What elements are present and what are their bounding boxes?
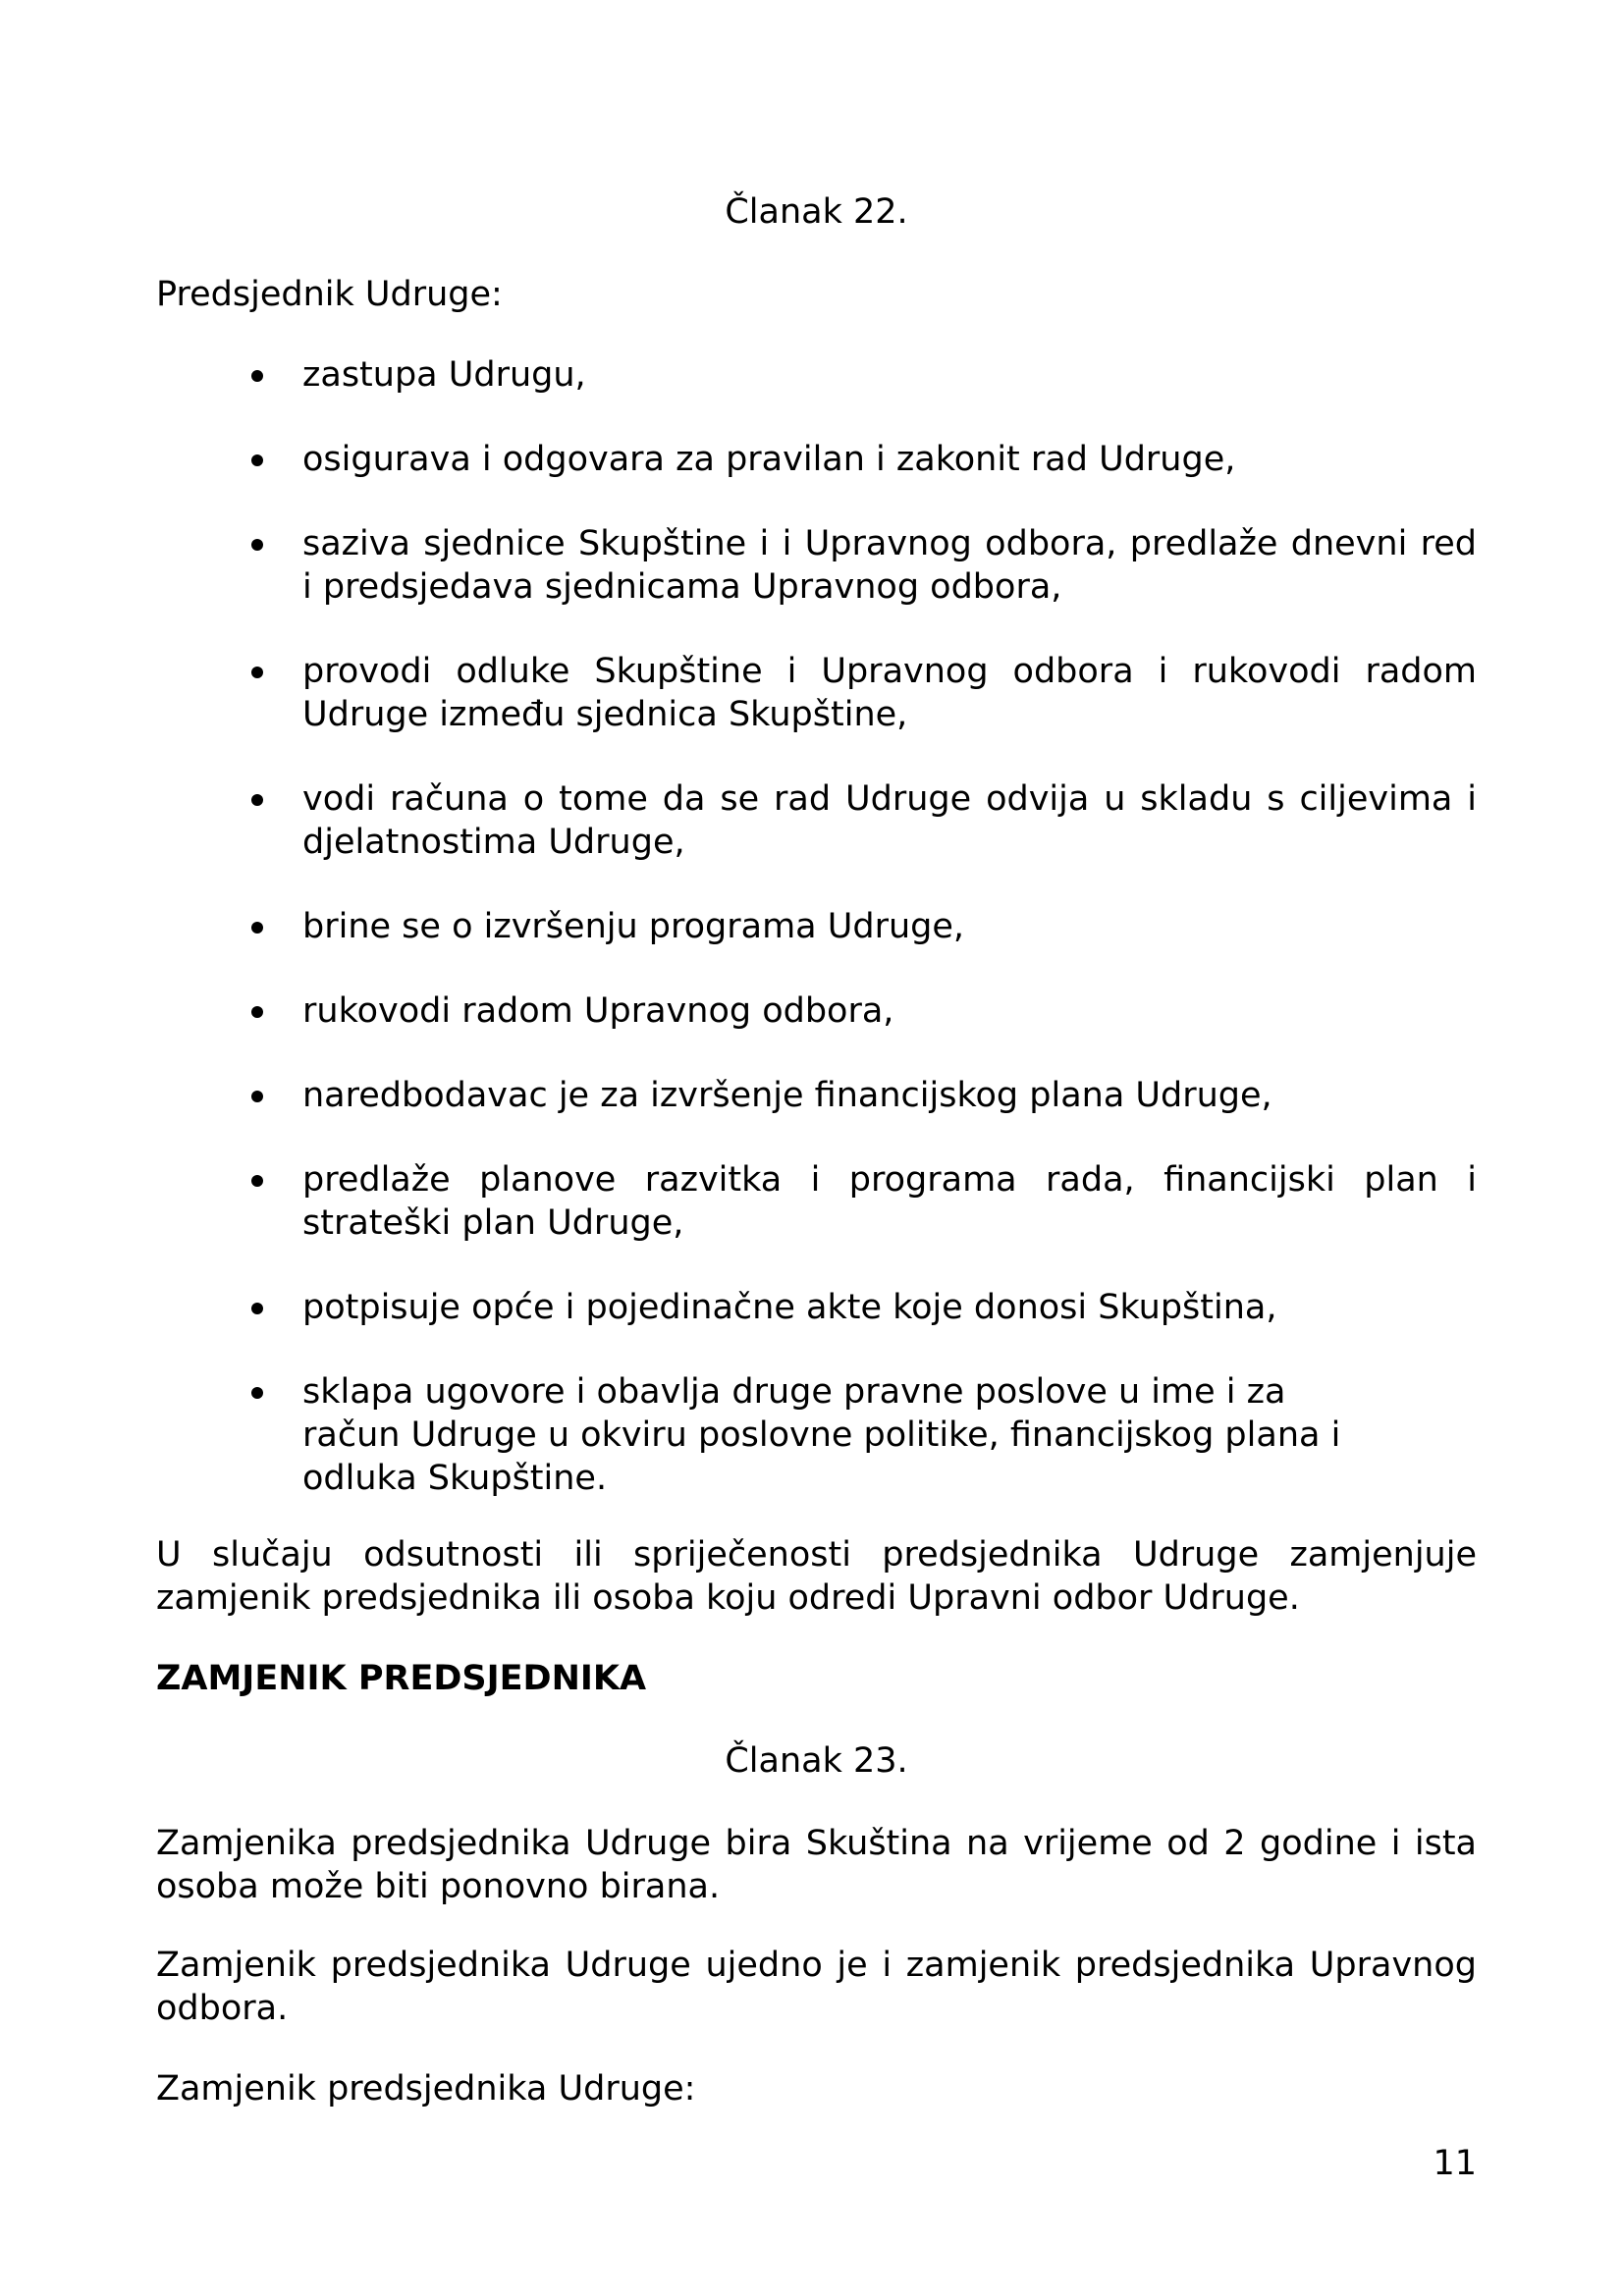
section-heading: ZAMJENIK PREDSJEDNIKA — [156, 1659, 647, 1698]
document-page — [156, 0, 1477, 2296]
bullet-icon — [251, 1387, 263, 1399]
bullet-icon — [251, 794, 263, 806]
bullet-icon — [251, 1303, 263, 1314]
list-item: predlaže planove razvitka i programa rada, financijski plan i strateški plan Udruge, — [156, 1158, 1477, 1245]
list-item: provodi odluke Skupštine i Upravnog odbora i rukovodi radom Udruge između sjednica Skupštine, — [156, 650, 1477, 736]
article-23-paragraph: Zamjenik predsjednika Udruge: — [156, 2069, 696, 2109]
list-item: potpisuje opće i pojedinačne akte koje donosi Skupština, — [156, 1286, 1477, 1329]
bullet-icon — [251, 667, 263, 678]
list-item: osigurava i odgovara za pravilan i zakonit rad Udruge, — [156, 438, 1477, 481]
list-item: saziva sjednice Skupštine i i Upravnog odbora, predlaže dnevni red i predsjedava sjednicama Upravnog odbora, — [156, 522, 1477, 609]
bullet-icon — [251, 1175, 263, 1187]
article-22-closing: U slučaju odsutnosti ili spriječenosti predsjednika Udruge zamjenjuje zamjenik predsjednika ili osoba koju odredi Upravni odbor Udruge. — [156, 1535, 1477, 1618]
president-duties-list — [156, 353, 1477, 1541]
bullet-icon — [251, 1091, 263, 1102]
bullet-icon — [251, 1006, 263, 1018]
list-item: naredbodavac je za izvršenje financijskog plana Udruge, — [156, 1074, 1477, 1117]
list-item: rukovodi radom Upravnog odbora, — [156, 989, 1477, 1033]
article-23-paragraph: Zamjenik predsjednika Udruge ujedno je i zamjenik predsjednika Upravnog odbora. — [156, 1946, 1477, 2028]
article-22-intro: Predsjednik Udruge: — [156, 275, 503, 314]
article-23-title: Članak 23. — [725, 1741, 908, 1781]
list-item: vodi računa o tome da se rad Udruge odvija u skladu s ciljevima i djelatnostima Udruge, — [156, 777, 1477, 864]
bullet-icon — [251, 454, 263, 466]
article-22-title: Članak 22. — [725, 192, 908, 232]
list-item: zastupa Udrugu, — [156, 353, 1477, 397]
article-23-paragraph: Zamjenika predsjednika Udruge bira Skuština na vrijeme od 2 godine i ista osoba može biti ponovno birana. — [156, 1824, 1477, 1906]
page-number: 11 — [1433, 2144, 1477, 2183]
bullet-icon — [251, 539, 263, 551]
bullet-icon — [251, 922, 263, 934]
bullet-icon — [251, 370, 263, 382]
list-item: sklapa ugovore i obavlja druge pravne poslove u ime i za račun Udruge u okviru poslovne politike, financijskog plana i odluka Skupštine. — [156, 1370, 1477, 1500]
list-item: brine se o izvršenju programa Udruge, — [156, 905, 1477, 948]
